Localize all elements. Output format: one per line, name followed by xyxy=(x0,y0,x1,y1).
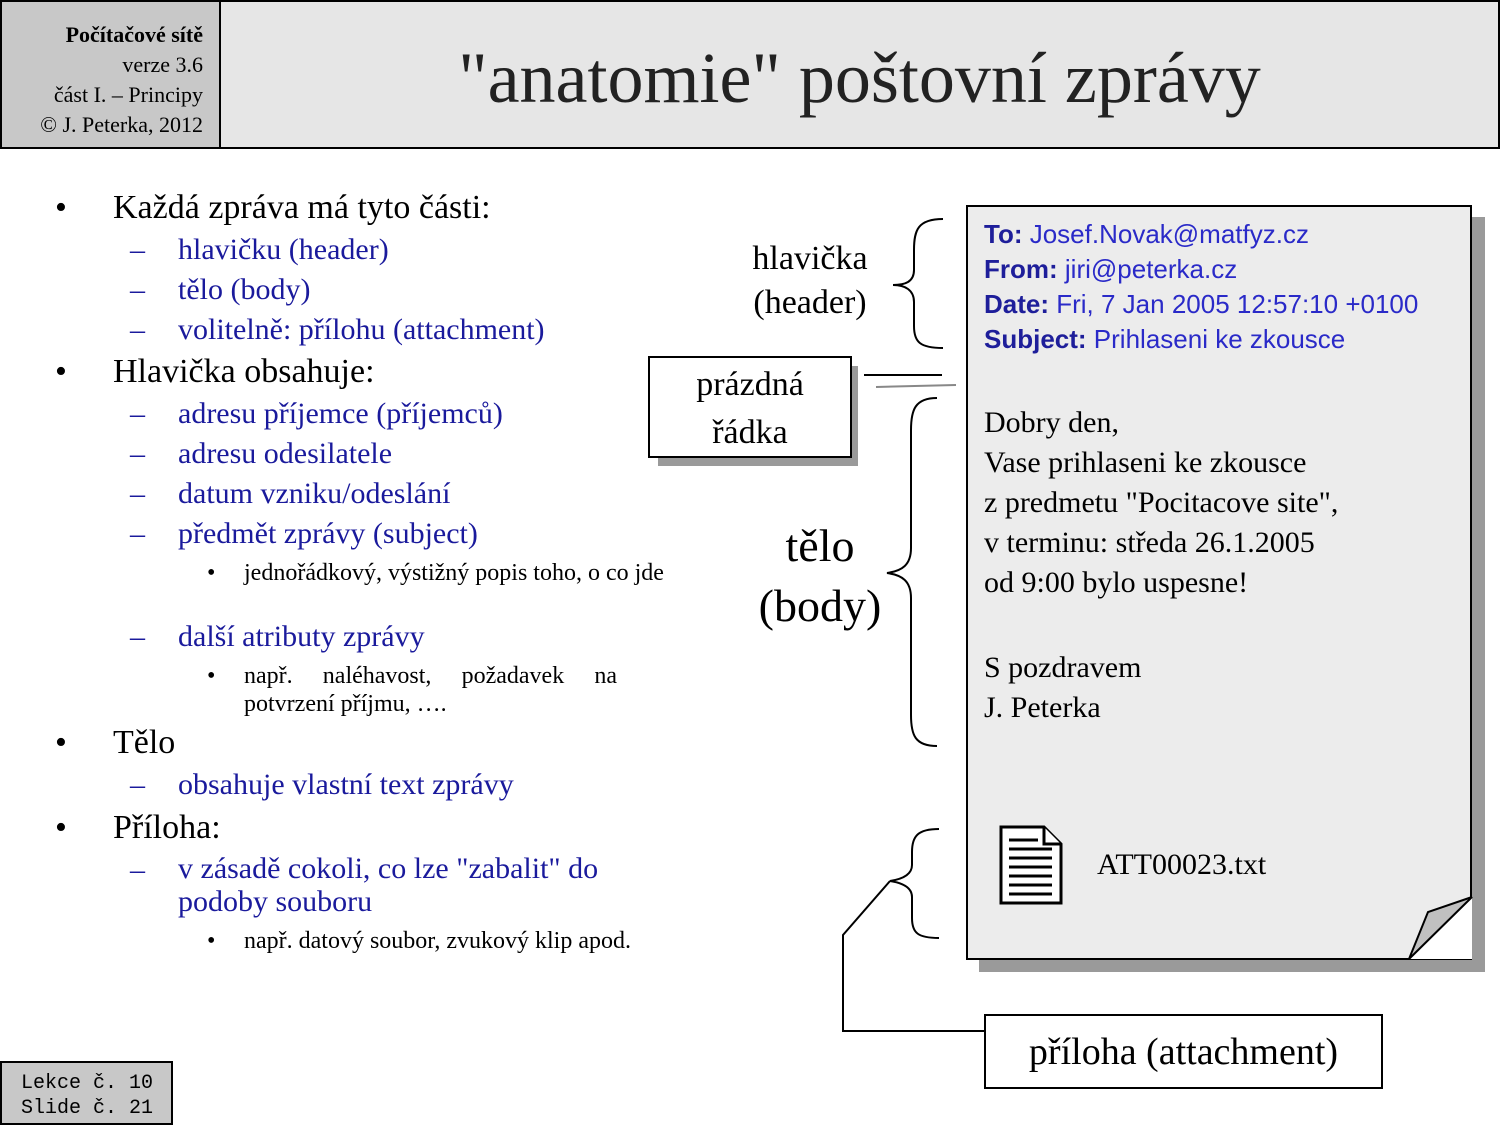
email-body-line: v terminu: středa 26.1.2005 xyxy=(984,526,1315,559)
email-body-line: Vase prihlaseni ke zkousce xyxy=(984,446,1307,479)
date-label: Date: xyxy=(984,289,1050,319)
course-part: část I. – Principy xyxy=(53,82,203,107)
outline-text: např. naléhavost, požadavek na potvrzení příjmu, …. xyxy=(244,663,617,717)
empty-line-connector-shadow xyxy=(876,385,956,387)
document-icon[interactable] xyxy=(998,824,1064,906)
slide-title: "anatomie" poštovní zprávy xyxy=(458,38,1261,118)
date-value: Fri, 7 Jan 2005 12:57:10 +0100 xyxy=(1049,289,1419,319)
outline-text: volitelně: přílohu (attachment) xyxy=(178,313,545,346)
empty-line-box xyxy=(648,356,852,458)
outline-text: Hlavička obsahuje: xyxy=(113,353,375,390)
from-value: jiri@peterka.cz xyxy=(1057,254,1238,284)
email-body-line: z predmetu "Pocitacove site", xyxy=(984,486,1339,519)
bullet-marker: • xyxy=(207,663,216,689)
body-label-line: tělo xyxy=(785,520,855,571)
outline-text: předmět zprávy (subject) xyxy=(178,517,478,550)
dash-marker: – xyxy=(130,517,145,550)
dash-marker: – xyxy=(130,233,145,266)
lecture-number: Lekce č. 10 xyxy=(20,1072,153,1095)
course-name: Počítačové sítě xyxy=(65,22,203,47)
bullet-marker: • xyxy=(207,928,216,954)
outline-text: Každá zpráva má tyto části: xyxy=(113,189,491,226)
email-body-line: od 9:00 bylo uspesne! xyxy=(984,566,1249,599)
body-label-line: (body) xyxy=(758,580,882,631)
dash-marker: – xyxy=(130,273,145,306)
dash-marker: – xyxy=(130,853,145,886)
outline-text: adresu příjemce (příjemců) xyxy=(178,397,503,430)
slide-number-box xyxy=(0,1061,173,1125)
outline-text: další atributy zprávy xyxy=(178,620,425,653)
email-subject-line xyxy=(984,322,1345,356)
dash-marker: – xyxy=(130,477,145,510)
subject-label: Subject: xyxy=(984,324,1087,354)
bullet-marker: • xyxy=(55,724,67,761)
empty-line-label: řádka xyxy=(712,414,788,451)
dash-marker: – xyxy=(130,397,145,430)
empty-line-label: prázdná xyxy=(696,366,804,403)
to-label: To: xyxy=(984,219,1023,249)
course-version: verze 3.6 xyxy=(122,52,203,77)
course-copyright: © J. Peterka, 2012 xyxy=(40,112,203,137)
email-date-line xyxy=(984,287,1418,321)
bullet-marker: • xyxy=(207,560,216,586)
outline-text: např. datový soubor, zvukový klip apod. xyxy=(244,928,631,954)
dash-marker: – xyxy=(130,620,145,653)
outline-text: jednořádkový, výstižný popis toho, o co jde xyxy=(244,560,664,586)
attachment-filename[interactable]: ATT00023.txt xyxy=(1097,848,1267,881)
header-label-line: hlavička xyxy=(752,240,868,277)
outline-text: datum vzniku/odeslání xyxy=(178,477,451,510)
outline-text: obsahuje vlastní text zprávy xyxy=(178,768,514,801)
header-brace xyxy=(893,219,943,348)
outline-text: tělo (body) xyxy=(178,273,311,306)
dash-marker: – xyxy=(130,768,145,801)
email-closing: S pozdravem xyxy=(984,651,1142,684)
slide-number: Slide č. 21 xyxy=(20,1097,153,1120)
outline-text: v zásadě cokoli, co lze "zabalit" do podoby souboru xyxy=(178,852,599,918)
body-label xyxy=(740,516,900,636)
subject-value: Prihlaseni ke zkousce xyxy=(1086,324,1346,354)
bullet-marker: • xyxy=(55,353,67,390)
bullet-marker: • xyxy=(55,809,67,846)
outline-text: adresu odesilatele xyxy=(178,437,393,470)
outline-text: Příloha: xyxy=(113,809,221,846)
from-label: From: xyxy=(984,254,1058,284)
email-from-line xyxy=(984,252,1237,286)
dash-marker: – xyxy=(130,313,145,346)
email-body-line: Dobry den, xyxy=(984,406,1119,439)
outline-text: Tělo xyxy=(113,724,176,761)
header-label xyxy=(735,237,885,325)
header-label-line: (header) xyxy=(753,284,867,321)
attachment-connector xyxy=(843,881,985,1031)
dash-marker: – xyxy=(130,437,145,470)
email-signature: J. Peterka xyxy=(984,691,1101,724)
attachment-label: příloha (attachment) xyxy=(1028,1031,1339,1073)
to-value: Josef.Novak@matfyz.cz xyxy=(1022,219,1309,249)
attachment-box xyxy=(984,1014,1383,1089)
outline-text: hlavičku (header) xyxy=(178,233,389,266)
bullet-marker: • xyxy=(55,189,67,226)
email-to-line xyxy=(984,217,1309,251)
attachment-brace xyxy=(890,829,939,938)
